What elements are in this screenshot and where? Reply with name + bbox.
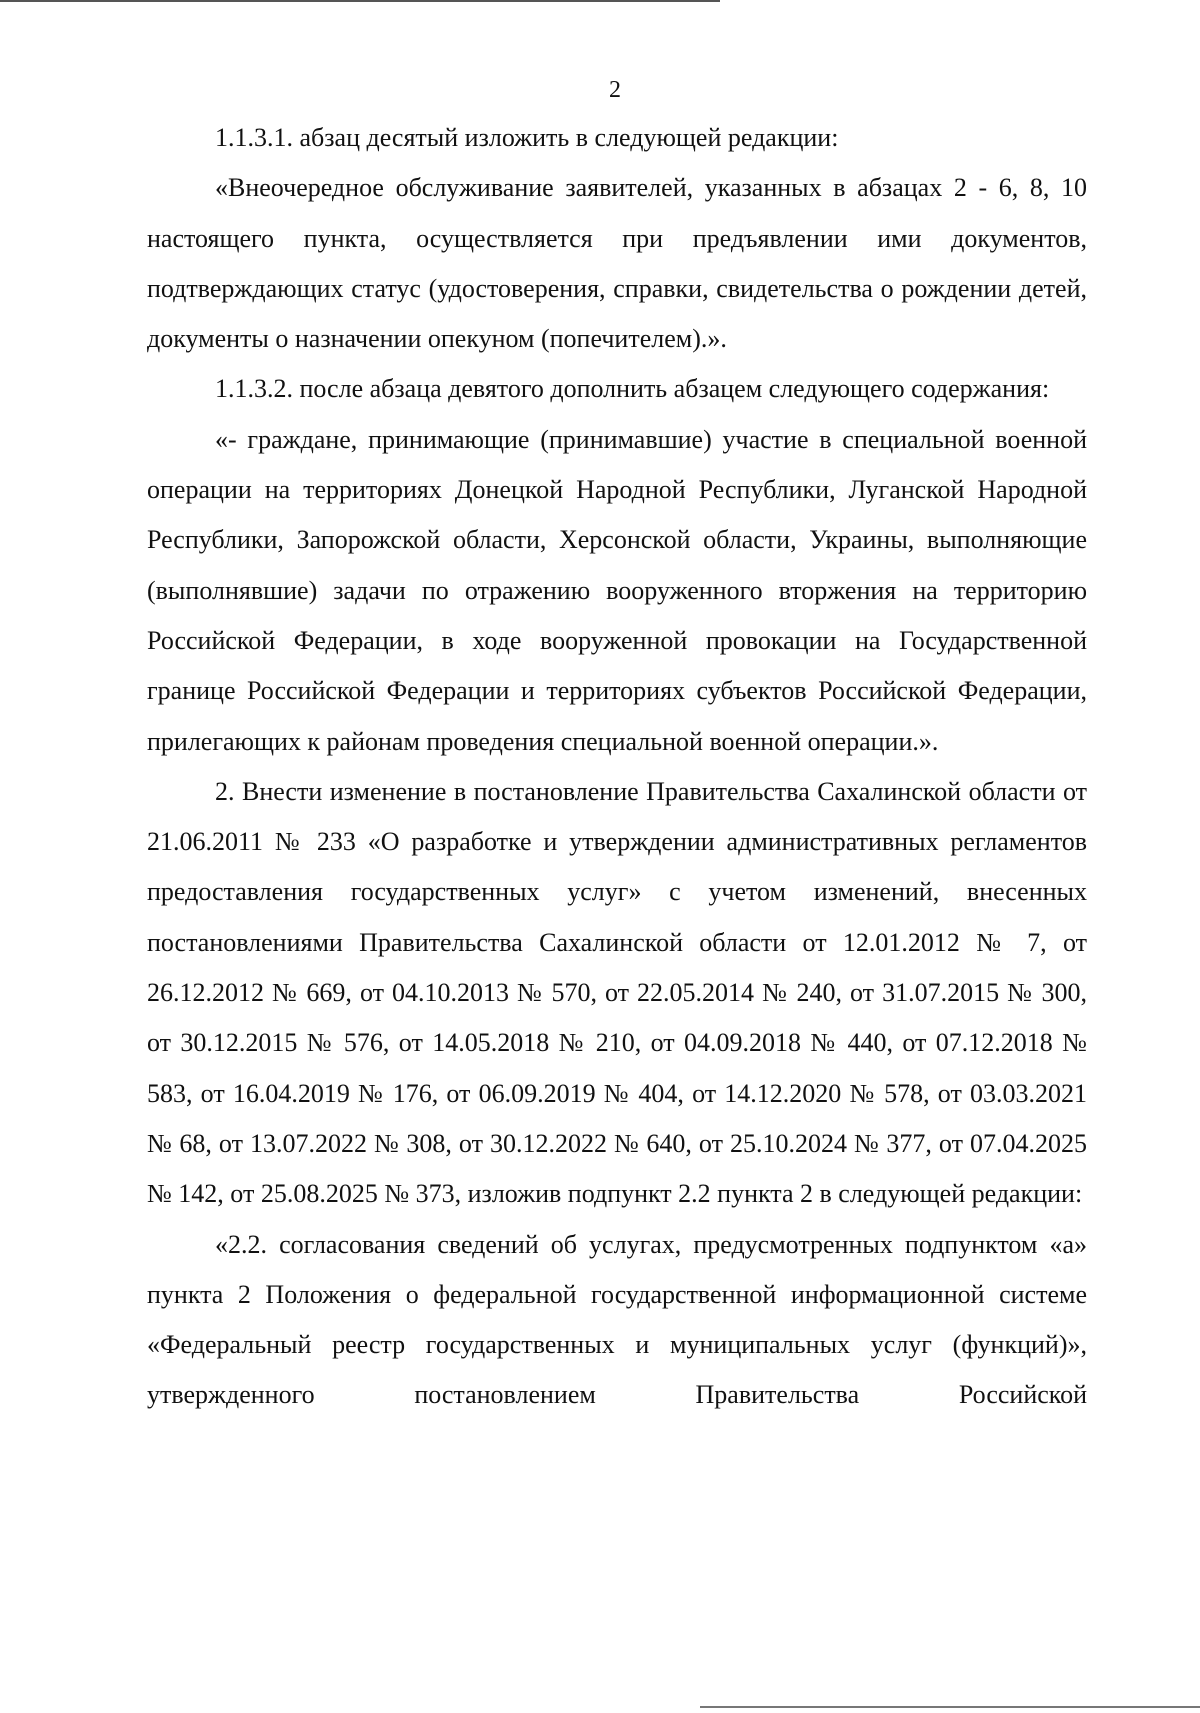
paragraph-priority-service: «Внеочередное обслуживание заявителей, указанных в абзацах 2 - 6, 8, 10 настоящего пункта, осуществляется при предъявлении ими документов, подтверждающих статус (удостоверения, справки, свидетельства о рождении детей, документы о назначении опекуном (попечителем).». bbox=[147, 173, 1087, 354]
paragraph-2-2: «2.2. согласования сведений об услугах, предусмотренных подпунктом «а» пункта 2 Положения о федеральной государственной информационной системе «Федеральный реестр государственных и муниципальных услуг (функций)», утвержденного постановлением Правительства Российской bbox=[147, 1229, 1087, 1410]
document-body bbox=[147, 113, 1087, 1421]
paragraph-1-1-3-2: 1.1.3.2. после абзаца девятого дополнить абзацем следующего содержания: bbox=[215, 374, 1050, 404]
paragraph-svo-participants: «- граждане, принимающие (принимавшие) участие в специальной военной операции на территориях Донецкой Народной Республики, Луганской Народной Республики, Запорожской области, Херсонской области, Украины, выполняющие (выполнявшие) задачи по отражению вооруженного вторжения на территорию Российской Федерации, в ходе вооруженной провокации на Государственной границе Российской Федерации и территориях субъектов Российской Федерации, прилегающих к районам проведения специальной военной операции.». bbox=[147, 424, 1087, 756]
scan-edge-top bbox=[0, 0, 720, 2]
paragraph-item-2: 2. Внести изменение в постановление Правительства Сахалинской области от 21.06.2011 № 233 «О разработке и утверждении административных регламентов предоставления государственных услуг» с учетом изменений, внесенных постановлениями Правительства Сахалинской области от 12.01.2012 № 7, от 26.12.2012 № 669, от 04.10.2013 № 570, от 22.05.2014 № 240, от 31.07.2015 № 300, от 30.12.2015 № 576, от 14.05.2018 № 210, от 04.09.2018 № 440, от 07.12.2018 № 583, от 16.04.2019 № 176, от 06.09.2019 № 404, от 14.12.2020 № 578, от 03.03.2021 № 68, от 13.07.2022 № 308, от 30.12.2022 № 640, от 25.10.2024 № 377, от 07.04.2025 № 142, от 25.08.2025 № 373, изложив подпункт 2.2 пункта 2 в следующей редакции: bbox=[147, 776, 1087, 1209]
scan-edge-bottom bbox=[700, 1706, 1200, 1708]
page-number: 2 bbox=[609, 77, 621, 103]
paragraph-1-1-3-1: 1.1.3.1. абзац десятый изложить в следующей редакции: bbox=[215, 123, 839, 152]
